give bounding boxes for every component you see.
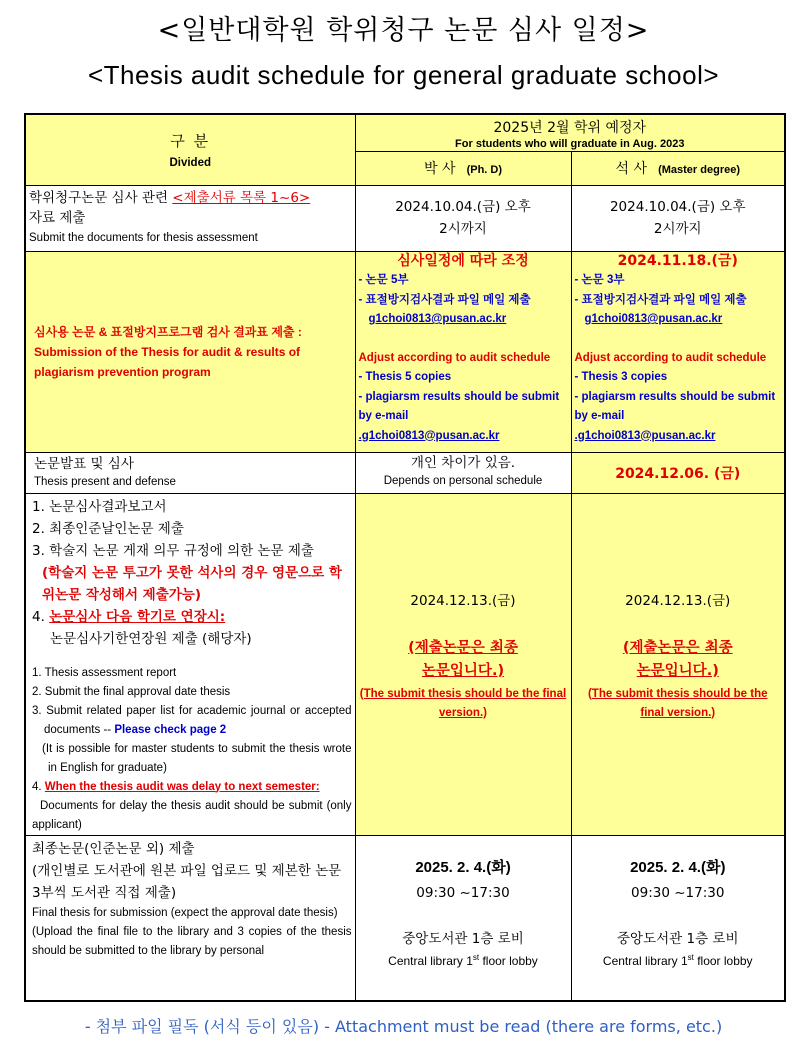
page-title-english: <Thesis audit schedule for general graduate school>	[87, 60, 720, 90]
row4-en4-num: 4.	[32, 780, 42, 793]
header-divided-en: Divided	[169, 157, 212, 170]
row2-label-ko: 심사용 논문 & 표절방지프로그램 검사 결과표 제출 :	[34, 324, 302, 339]
row1-master-line1: 2024.10.04.(금) 오후	[609, 199, 746, 215]
footer-note: - 첨부 파일 필독 (서식 등이 있음) - Attachment must be read (there are forms, etc.)	[84, 1017, 723, 1036]
row4-ko4-red: 논문심사 다음 학기로 연장시:	[49, 608, 226, 625]
header-master-en: (Master degree)	[658, 164, 740, 176]
row4-en3-b: (It is possible for master students to submit the thesis wrote in English for graduate)	[42, 742, 352, 774]
row5-phd-place-en-a: Central library 1	[388, 953, 473, 968]
header-phd-en: (Ph. D)	[466, 164, 503, 176]
row4-en3: 3. Submit related paper list for academic journal or accepted documents --	[32, 704, 352, 736]
row4-ko4-b: 논문심사기한연장원 제출 (해당자)	[50, 630, 252, 647]
row4-ko3-red: (학술지 논문 투고가 못한 석사의 경우 영문으로 학위논문 작성해서 제출가능)	[42, 564, 342, 603]
row4-en4-b: Documents for delay the thesis audit should be submit (only applicant)	[32, 799, 352, 831]
row3-label	[25, 452, 355, 493]
row1-label-en: Submit the documents for thesis assessment	[29, 231, 258, 244]
row5-master-time: 09:30 ~17:30	[631, 884, 725, 901]
header-expected-ko: 2025년 2월 학위 예정자	[493, 120, 647, 136]
header-master-ko: 석 사	[615, 161, 647, 177]
row5-master	[571, 835, 785, 1001]
row2-phd-en3: - plagiarsm results should be submit by e-mail	[358, 390, 560, 422]
row3-label-en: Thesis present and defense	[34, 475, 176, 488]
row4-en1: 1. Thesis assessment report	[32, 666, 177, 679]
row4-phd-note-ko2: 논문입니다.)	[421, 662, 505, 679]
row2-label-en: Submission of the Thesis for audit & results of plagiarism prevention program	[34, 344, 301, 379]
row3-label-ko: 논문발표 및 심사	[34, 455, 134, 472]
header-divided	[25, 114, 355, 185]
row1-phd	[355, 185, 571, 251]
row3-phd-ko: 개인 차이가 있음.	[410, 454, 516, 471]
row4-master	[571, 493, 785, 835]
row5-ko2: (개인별로 도서관에 원본 파일 업로드 및 제본한 논문 3부씩 도서관 직접 제출)	[32, 862, 342, 901]
row5-en1: Final thesis for submission (expect the approval date thesis)	[32, 906, 338, 919]
row5-master-place-ko: 중앙도서관 1층 로비	[617, 930, 739, 947]
row1-master	[571, 185, 785, 251]
header-expected-en: For students who will graduate in Aug. 2023	[455, 138, 685, 150]
row5-phd-place-en-b: floor lobby	[479, 953, 538, 968]
row2-master	[571, 251, 785, 452]
row1-label-ko-a: 학위청구논문 심사 관련	[29, 189, 168, 206]
row5-master-date: 2025. 2. 4.(화)	[630, 858, 726, 876]
row5-phd-place-en	[356, 953, 571, 968]
row1-phd-line1: 2024.10.04.(금) 오후	[395, 199, 531, 215]
row4-phd-note-en: (The submit thesis should be the final version.)	[359, 687, 567, 719]
row5-en2: (Upload the final file to the library and 3 copies of the thesis should be submitted to the library by personal	[32, 925, 352, 957]
row3-phd-en: Depends on personal schedule	[383, 474, 543, 487]
row4-en2: 2. Submit the final approval date thesis	[32, 685, 231, 698]
row3-master	[571, 452, 785, 493]
row2-phd	[355, 251, 571, 452]
row1-label-ko-red: <제출서류 목록 1~6>	[172, 189, 311, 206]
row2-label	[25, 251, 355, 452]
row2-master-en3: - plagiarsm results should be submit by e-mail	[574, 390, 776, 422]
page-title-korean: <일반대학원 학위청구 논문 심사 일정>	[157, 15, 650, 46]
row4-en3-blue: Please check page 2	[114, 723, 227, 736]
row5-ko1: 최종논문(인준논문 외) 제출	[32, 840, 195, 857]
row5-master-place-en	[572, 953, 785, 968]
row2-phd-email[interactable]: g1choi0813@pusan.ac.kr	[368, 313, 507, 325]
row4-ko3: 3. 학술지 논문 게재 의무 규정에 의한 논문 제출	[32, 542, 314, 559]
row2-phd-en-email[interactable]: .g1choi0813@pusan.ac.kr	[358, 429, 500, 442]
row1-label	[25, 185, 355, 251]
row4-ko1: 1. 논문심사결과보고서	[32, 498, 167, 515]
row4-phd-note-ko1: (제출논문은 최종	[408, 639, 518, 656]
row1-label-ko-b: 자료 제출	[29, 209, 86, 226]
row5-phd	[355, 835, 571, 1001]
row2-master-email[interactable]: g1choi0813@pusan.ac.kr	[584, 313, 723, 325]
row5-master-place-en-a: Central library 1	[602, 953, 688, 968]
row5-phd-time: 09:30 ~17:30	[416, 884, 510, 901]
row4-phd	[355, 493, 571, 835]
row1-phd-line2: 2시까지	[439, 221, 487, 237]
header-phd	[355, 151, 571, 185]
row5-master-place-en-sup: st	[687, 952, 694, 962]
row2-phd-en2: - Thesis 5 copies	[358, 371, 452, 383]
row2-phd-en1: Adjust according to audit schedule	[358, 351, 551, 364]
header-expected	[355, 114, 785, 151]
row4-master-note-ko2: 논문입니다.)	[636, 662, 719, 679]
row4-master-date: 2024.12.13.(금)	[625, 592, 731, 609]
row4-master-note-en: (The submit thesis should be the final version.)	[587, 687, 768, 719]
row2-master-l1: - 논문 3부	[574, 274, 625, 286]
header-divided-ko: 구 분	[170, 132, 211, 151]
row5-phd-place-en-sup: st	[472, 952, 480, 962]
schedule-table	[24, 113, 786, 1002]
row2-phd-l2: - 표절방지검사결과 파일 메일 제출	[358, 293, 531, 306]
row4-en4-red: When the thesis audit was delay to next semester:	[44, 780, 320, 793]
row2-phd-l1: - 논문 5부	[358, 274, 409, 286]
row4-phd-date: 2024.12.13.(금)	[410, 592, 516, 609]
row4-master-note-ko1: (제출논문은 최종	[622, 639, 733, 656]
row5-phd-date: 2025. 2. 4.(화)	[415, 858, 511, 876]
row3-phd	[355, 452, 571, 493]
row5-master-place-en-b: floor lobby	[693, 953, 753, 968]
row2-master-en-email[interactable]: .g1choi0813@pusan.ac.kr	[574, 429, 716, 442]
row5-label	[25, 835, 355, 1001]
row5-phd-place-ko: 중앙도서관 1층 로비	[402, 930, 524, 947]
header-master	[571, 151, 785, 185]
row4-ko4-num: 4.	[32, 608, 45, 625]
header-phd-ko: 박 사	[423, 161, 456, 177]
row2-master-en1: Adjust according to audit schedule	[574, 351, 767, 364]
row4-ko2: 2. 최종인준날인논문 제출	[32, 520, 184, 537]
row2-master-head: 2024.11.18.(금)	[617, 252, 738, 269]
row2-master-en2: - Thesis 3 copies	[574, 371, 668, 383]
row2-master-l2: - 표절방지검사결과 파일 메일 제출	[574, 293, 747, 306]
row1-master-line2: 2시까지	[653, 221, 702, 237]
row4-label	[25, 493, 355, 835]
row2-phd-head: 심사일정에 따라 조정	[397, 252, 529, 269]
row3-master-date: 2024.12.06. (금)	[615, 465, 741, 482]
